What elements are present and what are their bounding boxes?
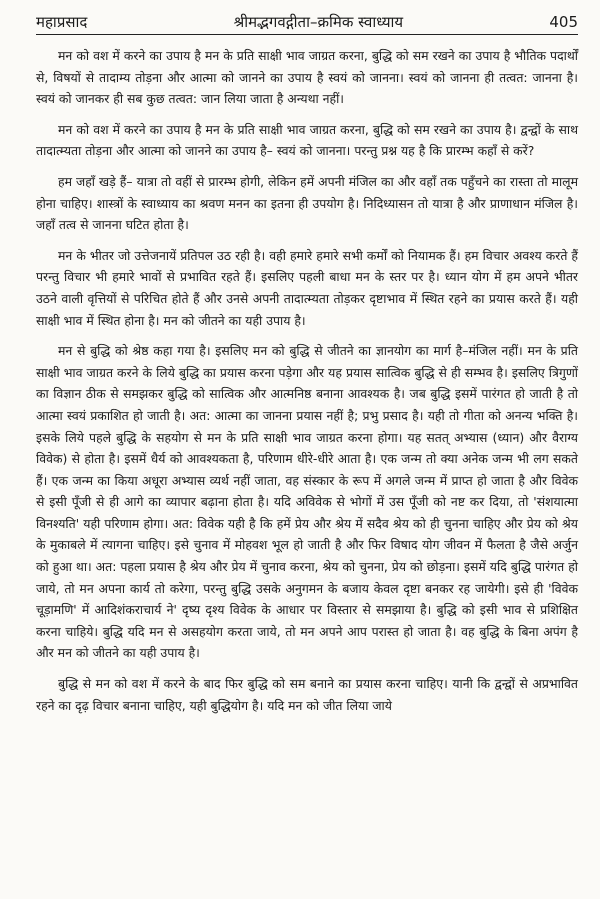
page-body [36,45,578,716]
page-number: 405 [549,13,578,31]
paragraph: बुद्धि से मन को वश में करने के बाद फिर बुद्धि को सम बनाने का प्रयास करना चाहिए। यानी कि द्वन्द्वों से अप्रभावित रहने का दृढ़ विचार बनाना चाहिए, यही बुद्धियोग है। यदि मन को जीत लिया जाये [36,676,578,713]
running-header [36,0,578,30]
paragraph: मन से बुद्धि को श्रेष्ठ कहा गया है। इसलिए मन को बुद्धि से जीतने का ज्ञानयोग का मार्ग है–मंजिल नहीं। मन के प्रति साक्षी भाव जाग्रत करने के लिये बुद्धि का प्रयास करना पड़ेगा और यह प्रयास सात्विक बुद्धि से ही सम्भव है। इसलिए त्रिगुणों का विज्ञान ठीक से समझकर बुद्धि को सात्विक और आत्मनिष्ठ बनाना आवश्यक है। जब बुद्धि इसमें पारंगत हो जाती है तो आत्मा स्वयं प्रकाशित हो जाती है। अत: आत्मा का जानना प्रयास नहीं है; प्रभु प्रसाद है। यही तो गीता को अनन्य भक्ति है। इसके लिये पहले बुद्धि के सहयोग से मन के प्रति साक्षी भाव जाग्रत करना होगा। यह सतत् अभ्यास (ध्यान) और वैराग्य विवेक) से होता है। इसमें धैर्य को आवश्यकता है, परिणाम धीरे-धीरे आता है। एक जन्म तो क्या अनेक जन्म भी लग सकते हैं। एक जन्म का किया अधूरा अभ्यास व्यर्थ नहीं जाता, वह संस्कार के रूप में अगले जन्म में प्राप्त हो जाता है और विवेक से इसी पूँजी से ही आगे का व्यापार बढ़ाना होता है। यदि अविवेक से भोगों में उस पूँजी को नष्ट कर दिया, तो 'संशयात्मा विनश्यति' यही परिणाम होगा। अत: विवेक यही है कि हमें प्रेय और श्रेय में सदैव श्रेय को ही चुनना चाहिए और प्रेय को श्रेय के मुकाबले में त्यागना चाहिए। इसे चुनाव में मोहवश भूल हो जाती है और फिर विषाद योग जीवन में फैलता है जैसे अर्जुन को हुआ था। अत: पहला प्रयास है श्रेय और प्रेय में चुनाव करना, श्रेय को चुनना, प्रेय को छोड़ना। इसमें यदि बुद्धि पारंगत हो जाये, तो मन अपना कार्य तो करेगा, परन्तु बुद्धि उसके अनुगमन के बजाय केवल दृष्टा बनकर रह जायेगी। इसे ही 'विवेक चूड़ामणि' में आदिशंकराचार्य ने' दृष्य दृश्य विवेक के आधार पर विस्तार से समझाया है। बुद्धि को इसी भाव से प्रशिक्षित करना चाहिये। बुद्धि यदि मन से असहयोग करता जाये, तो मन अपने आप परास्त हो जाता है। वह बुद्धि के बिना अपंग है और मन को जीतने का यही उपाय है। [36,343,578,661]
paragraph: मन को वश में करने का उपाय है मन के प्रति साक्षी भाव जाग्रत करना, बुद्धि को सम रखने का उपाय है भौतिक पदार्थों से, विषयों से तादाम्य तोड़ना और आत्मा को जानने का उपाय है स्वयं को जानना। स्वयं को जानना ही तत्वत: जानना है। स्वयं को जानकर ही सब कुछ तत्वत: जान लिया जाता है अन्यथा नहीं। [36,48,578,107]
paragraph: हम जहाँ खड़े हैं– यात्रा तो वहीं से प्रारम्भ होगी, लेकिन हमें अपनी मंजिल का और वहाँ तक पहुँचने का रास्ता तो मालूम होना चाहिए। शास्त्रों के स्वाध्याय का श्रवण मनन का इतना ही उपयोग है। निदिध्यासन तो यात्रा है और प्राणाधान मंजिल है। जहाँ तत्व से जानना घटित होता है। [36,173,578,233]
paragraph: मन को वश में करने का उपाय है मन के प्रति साक्षी भाव जाग्रत करना, बुद्धि को सम रखने का उपाय है। द्वन्द्वों के साथ तादात्म्यता तोड़ना और आत्मा को जानने का उपाय है– स्वयं को जानना। परन्तु प्रश्न यह है कि प्रारम्भ कहाँ से करें? [36,121,578,159]
header-center-title: श्रीमद्भगवद्गीता–क्रमिक स्वाध्याय [233,13,404,31]
header-left-title: महाप्रसाद [36,13,88,31]
header-rule [36,34,578,35]
paragraph: मन के भीतर जो उत्तेजनायें प्रतिपल उठ रही है। वही हमारे हमारे सभी कर्मों को नियामक हैं। हम विचार अवश्य करते हैं परन्तु विचार भी हमारे भावों से प्रभावित रहते हैं। इसलिए पहली बाधा मन के स्तर पर है। ध्यान योग में हम अपने भीतर उठने वाली वृत्तियों से परिचित होते हैं और उनसे अपनी तादात्म्यता तोड़कर दृष्टाभाव में स्थित रहने का प्रयास करते हैं। यही साक्षी भाव में स्थित होना है। मन को जीतने का यही उपाय है। [36,247,578,328]
